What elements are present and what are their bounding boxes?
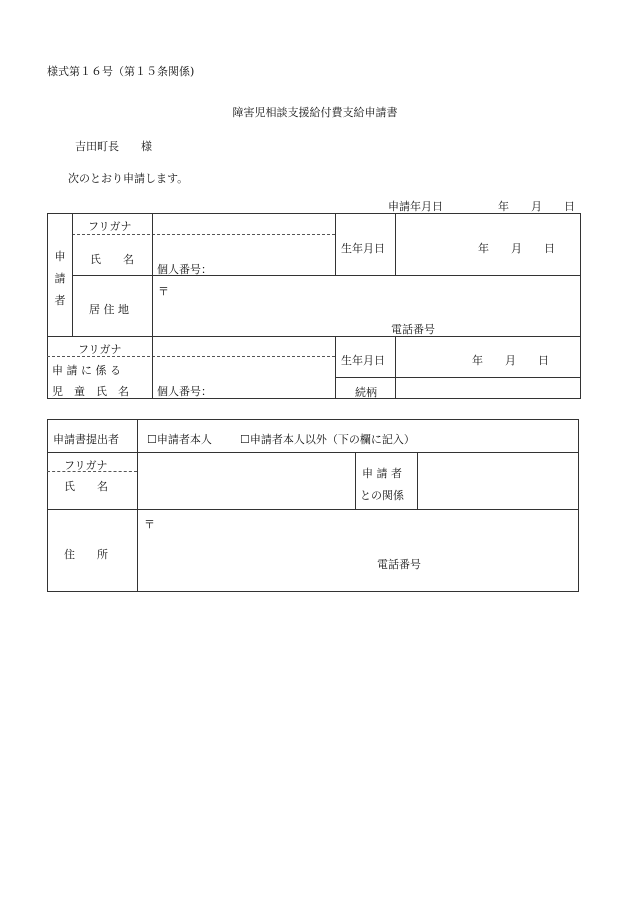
child-furigana-label: フリガナ — [78, 343, 122, 356]
applicant-birth-label: 生年月日 — [341, 242, 385, 255]
form-title: 障害児相談支援給付費支給申請書 — [232, 106, 398, 119]
child-personal-number-label: 個人番号： — [157, 385, 212, 398]
applicant-birth-value: 年 月 日 — [478, 242, 555, 255]
child-birth-value: 年 月 日 — [472, 354, 549, 367]
child-birth-label: 生年月日 — [341, 354, 385, 367]
submitter-name-label: 氏 名 — [64, 480, 108, 493]
applicant-address-label: 居 住 地 — [89, 303, 129, 316]
form-number: 様式第１６号（第１５条関係) — [47, 65, 195, 78]
applicant-name-label: 氏 名 — [90, 253, 134, 266]
child-label-line2: 児 童 氏 名 — [52, 385, 129, 398]
applicant-furigana-label: フリガナ — [88, 220, 132, 233]
application-date: 申請年月日 年 月 日 — [388, 200, 575, 213]
submitter-phone-label: 電話番号 — [377, 558, 421, 571]
submitter-relation-line1: 申 請 者 — [362, 467, 402, 480]
applicant-group-label: 申 請 者 — [54, 250, 66, 307]
child-label-line1: 申 請 に 係 る — [52, 364, 121, 377]
addressee: 吉田町長 様 — [75, 140, 152, 153]
child-relation-label: 続柄 — [355, 386, 377, 399]
submitter-furigana-label: フリガナ — [64, 459, 108, 472]
submitter-option-self[interactable]: ☐申請者本人 — [147, 433, 212, 446]
applicant-phone-label: 電話番号 — [391, 323, 435, 336]
submitter-relation-line2: との関係 — [360, 489, 404, 502]
submitter-address-label: 住 所 — [64, 548, 108, 561]
applicant-personal-number-label: 個人番号： — [157, 263, 212, 276]
intro-text: 次のとおり申請します。 — [68, 172, 189, 185]
submitter-label: 申請書提出者 — [53, 433, 119, 446]
applicant-postal-mark: 〒 — [158, 285, 169, 298]
submitter-postal-mark: 〒 — [144, 518, 155, 531]
submitter-option-other[interactable]: ☐申請者本人以外（下の欄に記入） — [240, 433, 415, 446]
